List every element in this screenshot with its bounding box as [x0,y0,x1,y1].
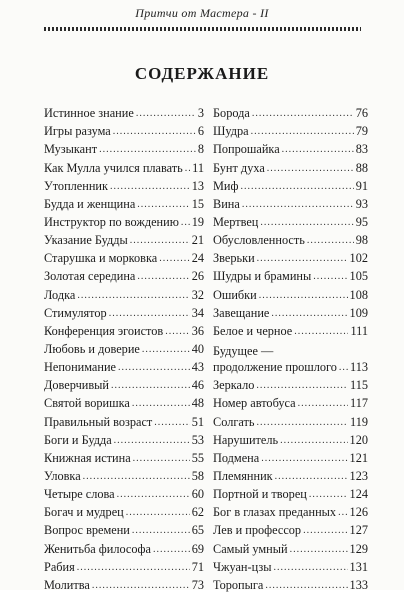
toc-entry-title: Белое и черное [213,323,293,338]
toc-entry-title: Чжуан-цзы [213,559,272,574]
toc-dot-leader [303,525,347,537]
toc-entry [213,519,368,537]
toc-entry-page-number: 58 [191,468,204,483]
toc-entry-title: Золотая середина [44,269,136,284]
toc-dot-leader [142,344,190,356]
toc-dot-leader [132,525,190,537]
toc-entry [213,338,368,374]
toc-entry [213,392,368,410]
toc-entry-title: Лодка [44,287,76,302]
toc-entry-title: Святой воришка [44,396,130,411]
toc-entry-title: Игры разума [44,124,111,139]
toc-entry-title: Четыре слова [44,487,115,502]
toc-dot-leader [83,471,190,483]
toc-entry [213,410,368,428]
contents-title: СОДЕРЖАНИЕ [134,64,270,83]
toc-dot-leader [290,544,348,556]
toc-entry [44,410,204,428]
toc-entry [44,320,204,338]
toc-entry-page-number: 91 [355,178,368,193]
toc-entry-title: Женитьба философа [44,541,151,556]
toc-entry-page-number: 109 [349,305,368,320]
toc-entry-title: Солгать [213,414,255,429]
toc-entry [44,302,204,320]
toc-dot-leader [294,326,348,338]
toc-entry-title: Завещание [213,305,270,320]
toc-entry-title: Торопыга [213,577,264,592]
toc-entry-title-line1: Будущее — [213,343,274,358]
toc-entry-page-number: 113 [350,360,368,375]
toc-entry-title: Любовь и доверие [44,341,140,356]
toc-entry-page-number: 32 [191,287,204,302]
toc-dot-leader [181,217,190,229]
toc-entry-page-number: 88 [355,160,368,175]
toc-entry-page-number: 76 [355,106,368,121]
toc-entry-page-number: 105 [349,269,368,284]
toc-entry [213,574,368,592]
toc-entry-page-number: 48 [191,396,204,411]
toc-entry-title: Старушка и морковка [44,251,158,266]
toc-entry-page-number: 129 [349,541,368,556]
toc-dot-leader [265,580,347,592]
toc-entry-title: Рабия [44,559,75,574]
toc-entry-page-number: 65 [191,523,204,538]
toc-dot-leader [267,163,354,175]
toc-dot-leader [307,235,354,247]
toc-entry-page-number: 24 [191,251,204,266]
toc-entry-page-number: 108 [349,287,368,302]
toc-dot-leader [185,163,190,175]
toc-dot-leader [153,544,190,556]
toc-dot-leader [251,126,354,138]
toc-entry-page-number: 115 [350,378,368,393]
toc-entry-title: Музыкант [44,142,98,157]
toc-entry-title: Вина [213,196,240,211]
toc-entry-title: Бог в глазах преданных [213,505,337,520]
toc-entry [44,501,204,519]
toc-entry [44,211,204,229]
toc-dot-leader [132,398,190,410]
toc-entry [44,574,204,592]
toc-dot-leader [111,380,190,392]
toc-entry [44,556,204,574]
toc-entry-title: Утопленник [44,178,108,193]
toc-entry-page-number: 51 [191,414,204,429]
toc-dot-leader [275,471,348,483]
toc-entry [44,102,204,120]
toc-entry-title: Миф [213,178,239,193]
toc-column-left [44,102,204,592]
toc-entry-page-number: 36 [191,323,204,338]
toc-dot-leader [257,253,348,265]
toc-dot-leader [261,453,347,465]
toc-entry-title: Борода [213,106,250,121]
toc-entry-title: Вопрос времени [44,523,130,538]
toc-entry-title: Лев и профессор [213,523,302,538]
toc-entry-page-number: 121 [349,450,368,465]
toc-dot-leader [313,271,347,283]
toc-dot-leader [298,398,348,410]
toc-entry-title: Зеркало [213,378,255,393]
header-divider [44,27,361,31]
toc-dot-leader [99,144,196,156]
toc-entry-page-number: 43 [191,360,204,375]
toc-entry-page-number: 126 [349,505,368,520]
toc-entry-page-number: 40 [191,341,204,356]
toc-entry [44,229,204,247]
toc-entry-page-number: 34 [191,305,204,320]
toc-entry-title: Подмена [213,450,260,465]
toc-entry-page-number: 127 [349,523,368,538]
toc-entry-page-number: 26 [191,269,204,284]
toc-entry-title: Зверьки [213,251,255,266]
toc-entry-title: Портной и творец [213,487,307,502]
toc-entry-title: Ошибки [213,287,257,302]
toc-entry-page-number: 119 [350,414,368,429]
toc-dot-leader [114,435,190,447]
toc-entry-page-number: 111 [350,323,368,338]
toc-entry [213,374,368,392]
toc-dot-leader [136,108,196,120]
toc-entry-page-number: 11 [192,160,204,175]
toc-entry-page-number: 73 [191,577,204,592]
toc-entry-page-number: 69 [191,541,204,556]
toc-entry-title: Правильный возраст [44,414,153,429]
toc-entry [44,175,204,193]
toc-entry-page-number: 71 [191,559,204,574]
toc-entry-title: Мертвец [213,214,259,229]
toc-entry [213,211,368,229]
toc-entry [213,483,368,501]
toc-entry-title: Будда и женщина [44,196,136,211]
toc-entry [44,483,204,501]
toc-entry-title: Стимулятор [44,305,107,320]
toc-dot-leader [77,562,190,574]
toc-dot-leader [273,562,347,574]
toc-entry [44,338,204,356]
toc-dot-leader [165,326,190,338]
toc-entry-page-number: 55 [191,450,204,465]
toc-entry-title: Уловка [44,468,81,483]
toc-dot-leader [133,453,190,465]
toc-entry-title: Шудры и брамины [213,269,312,284]
toc-entry [44,120,204,138]
toc-entry-page-number: 15 [191,196,204,211]
toc-entry-page-number: 13 [191,178,204,193]
toc-entry [213,193,368,211]
toc-entry-page-number: 131 [349,559,368,574]
toc-entry-page-number: 19 [191,214,204,229]
toc-entry-page-number: 21 [191,233,204,248]
toc-entry [44,519,204,537]
toc-entry [213,247,368,265]
toc-entry [213,102,368,120]
toc-entry-title: Богач и мудрец [44,505,124,520]
toc-entry [213,283,368,301]
toc-entry-title: Бунт духа [213,160,265,175]
toc-entry-title: Указание Будды [44,233,128,248]
toc-entry [213,120,368,138]
toc-entry-title: Книжная истина [44,450,131,465]
toc-entry [213,501,368,519]
toc-entry-page-number: 120 [349,432,368,447]
toc-entry [213,320,368,338]
toc-dot-leader [309,489,348,501]
toc-entry [213,465,368,483]
toc-entry-page-number: 46 [191,378,204,393]
toc-entry [213,138,368,156]
toc-dot-leader [159,253,189,265]
toc-entry [213,265,368,283]
toc-dot-leader [130,235,190,247]
toc-entry [44,193,204,211]
toc-entry-page-number: 6 [197,124,204,139]
toc-entry-title: Конференция эгоистов [44,323,164,338]
toc-entry-page-number: 133 [349,577,368,592]
toc-entry-title: продолжение прошлого [213,360,337,375]
toc-entry-page-number: 62 [191,505,204,520]
toc-entry [213,447,368,465]
toc-dot-leader [137,199,189,211]
toc-entry-title: Самый умный [213,541,288,556]
toc-dot-leader [282,144,354,156]
toc-entry-page-number: 117 [350,396,368,411]
toc-entry-page-number: 93 [355,196,368,211]
toc-entry-page-number: 123 [349,468,368,483]
toc-entry-title: Истинное знание [44,106,134,121]
toc-entry [44,537,204,555]
toc-entry-page-number: 98 [355,233,368,248]
toc-entry [44,374,204,392]
toc-entry-page-number: 8 [197,142,204,157]
toc-dot-leader [117,489,190,501]
toc-entry [44,465,204,483]
toc-dot-leader [154,417,189,429]
toc-column-right [213,102,368,592]
toc-entry-page-number: 95 [355,214,368,229]
toc-entry [44,247,204,265]
toc-entry-title: Боги и Будда [44,432,112,447]
toc-entry [44,429,204,447]
toc-entry [213,229,368,247]
toc-entry [213,175,368,193]
toc-dot-leader [77,290,189,302]
toc-entry [213,429,368,447]
toc-dot-leader [338,507,347,519]
toc-entry-title: Доверчивый [44,378,109,393]
toc-entry-page-number: 3 [197,106,204,121]
toc-entry-title: Обусловленность [213,233,305,248]
toc-entry-title: Молитва [44,577,90,592]
toc-entry [213,302,368,320]
toc-dot-leader [256,380,348,392]
toc-dot-leader [109,308,190,320]
toc-dot-leader [259,290,348,302]
toc-entry [44,447,204,465]
toc-dot-leader [110,181,190,193]
toc-entry-page-number: 124 [349,487,368,502]
toc-entry-title: Попрошайка [213,142,280,157]
toc-entry [213,556,368,574]
toc-entry [213,156,368,174]
toc-entry [44,283,204,301]
toc-entry-title: Как Мулла учился плавать [44,160,183,175]
toc-entry-title: Непонимание [44,360,117,375]
toc-entry [44,392,204,410]
toc-entry [44,138,204,156]
toc-entry [44,265,204,283]
toc-dot-leader [118,362,190,374]
toc-dot-leader [240,181,353,193]
toc-entry-page-number: 53 [191,432,204,447]
toc-entry-title: Шудра [213,124,249,139]
toc-dot-leader [113,126,196,138]
toc-dot-leader [257,417,349,429]
toc-dot-leader [137,271,189,283]
toc-dot-leader [252,108,354,120]
toc-entry [44,356,204,374]
toc-entry-title: Племянник [213,468,273,483]
toc-entry-title: Номер автобуса [213,396,296,411]
toc-entry [213,537,368,555]
toc-entry-title: Инструктор по вождению [44,214,179,229]
toc-dot-leader [126,507,190,519]
toc-entry [44,156,204,174]
toc-entry-page-number: 60 [191,487,204,502]
toc-dot-leader [339,362,348,374]
running-header: Притчи от Мастера - II [135,6,269,20]
toc-entry-page-number: 102 [349,251,368,266]
toc-entry-title: Нарушитель [213,432,279,447]
toc-dot-leader [280,435,347,447]
toc-entry-page-number: 79 [355,124,368,139]
toc-dot-leader [260,217,353,229]
toc-entry-page-number: 83 [355,142,368,157]
toc-dot-leader [271,308,347,320]
toc-dot-leader [242,199,354,211]
